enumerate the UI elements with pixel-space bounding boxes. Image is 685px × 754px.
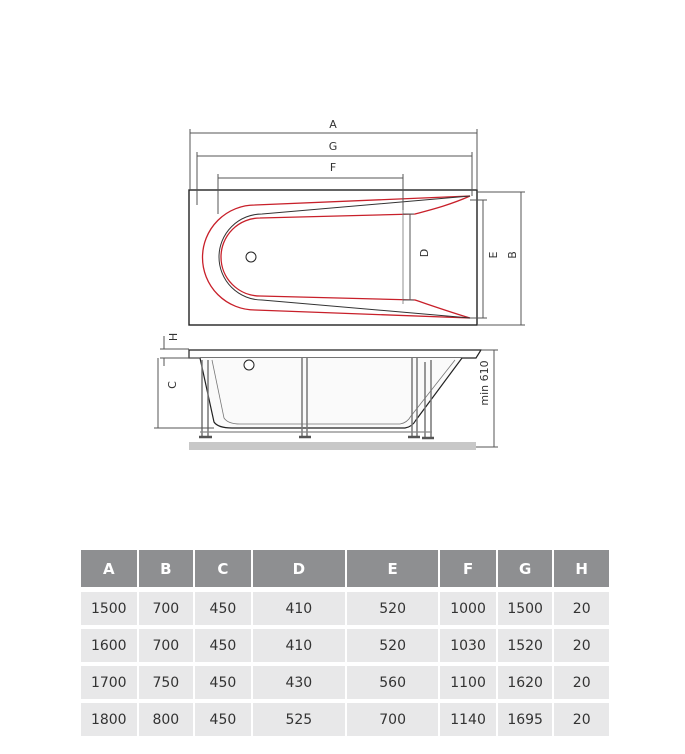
table-cell: 1030 <box>440 629 496 662</box>
overflow-hole <box>244 360 254 370</box>
table-cell: 450 <box>195 629 251 662</box>
table-cell: 525 <box>253 703 345 736</box>
table-cell: 1500 <box>498 592 553 625</box>
table-cell: 750 <box>139 666 194 699</box>
table-cell: 1620 <box>498 666 553 699</box>
table-row <box>81 629 609 662</box>
header-cell-g: G <box>498 550 553 587</box>
basin-outline-inner <box>219 196 470 318</box>
table-cell: 450 <box>195 666 251 699</box>
table-row <box>81 703 609 736</box>
dim-label-d: D <box>418 248 431 258</box>
table-cell: 700 <box>139 592 194 625</box>
frame-feet <box>199 437 434 438</box>
table-cell: 20 <box>554 592 609 625</box>
header-cell-d: D <box>253 550 345 587</box>
table-cell: 700 <box>139 629 194 662</box>
table-cell: 450 <box>195 592 251 625</box>
tub-rim <box>189 350 481 358</box>
dim-label-g: G <box>328 140 338 153</box>
table-cell: 1695 <box>498 703 553 736</box>
tub-body <box>200 358 462 428</box>
dim-label-f: F <box>329 161 337 174</box>
dim-label-h: H <box>167 332 180 342</box>
table-row <box>81 592 609 625</box>
table-header-row <box>81 550 609 587</box>
header-cell-e: E <box>347 550 438 587</box>
table-cell: 450 <box>195 703 251 736</box>
table-cell: 700 <box>347 703 438 736</box>
dim-line-d <box>403 214 414 300</box>
table-cell: 800 <box>139 703 194 736</box>
dim-label-b: B <box>506 251 519 259</box>
dim-label-c: C <box>166 381 179 389</box>
dim-label-a: A <box>329 118 337 131</box>
table-cell: 20 <box>554 629 609 662</box>
table-cell: 520 <box>347 592 438 625</box>
dim-label-e: E <box>487 251 500 259</box>
table-cell: 1700 <box>81 666 137 699</box>
table-cell: 560 <box>347 666 438 699</box>
table-cell: 1000 <box>440 592 496 625</box>
table-cell: 1140 <box>440 703 496 736</box>
drain-hole <box>246 252 256 262</box>
table-cell: 20 <box>554 703 609 736</box>
header-cell-c: C <box>195 550 251 587</box>
header-cell-b: B <box>139 550 194 587</box>
side-view <box>154 333 498 450</box>
header-cell-a: A <box>81 550 137 587</box>
table-cell: 410 <box>253 629 345 662</box>
table-cell: 1520 <box>498 629 553 662</box>
top-view <box>189 118 525 325</box>
dim-label-min-height: min 610 <box>478 360 491 406</box>
table-cell: 1600 <box>81 629 137 662</box>
dim-line-f <box>218 174 403 214</box>
table-cell: 430 <box>253 666 345 699</box>
table-cell: 1100 <box>440 666 496 699</box>
table-cell: 1800 <box>81 703 137 736</box>
dimensions-table <box>81 550 609 740</box>
header-cell-f: F <box>440 550 496 587</box>
dim-line-a <box>190 129 477 190</box>
dim-line-e <box>470 200 487 318</box>
table-cell: 520 <box>347 629 438 662</box>
table-cell: 410 <box>253 592 345 625</box>
table-cell: 1500 <box>81 592 137 625</box>
table-row <box>81 666 609 699</box>
header-cell-h: H <box>554 550 609 587</box>
floor <box>189 442 476 450</box>
table-cell: 20 <box>554 666 609 699</box>
